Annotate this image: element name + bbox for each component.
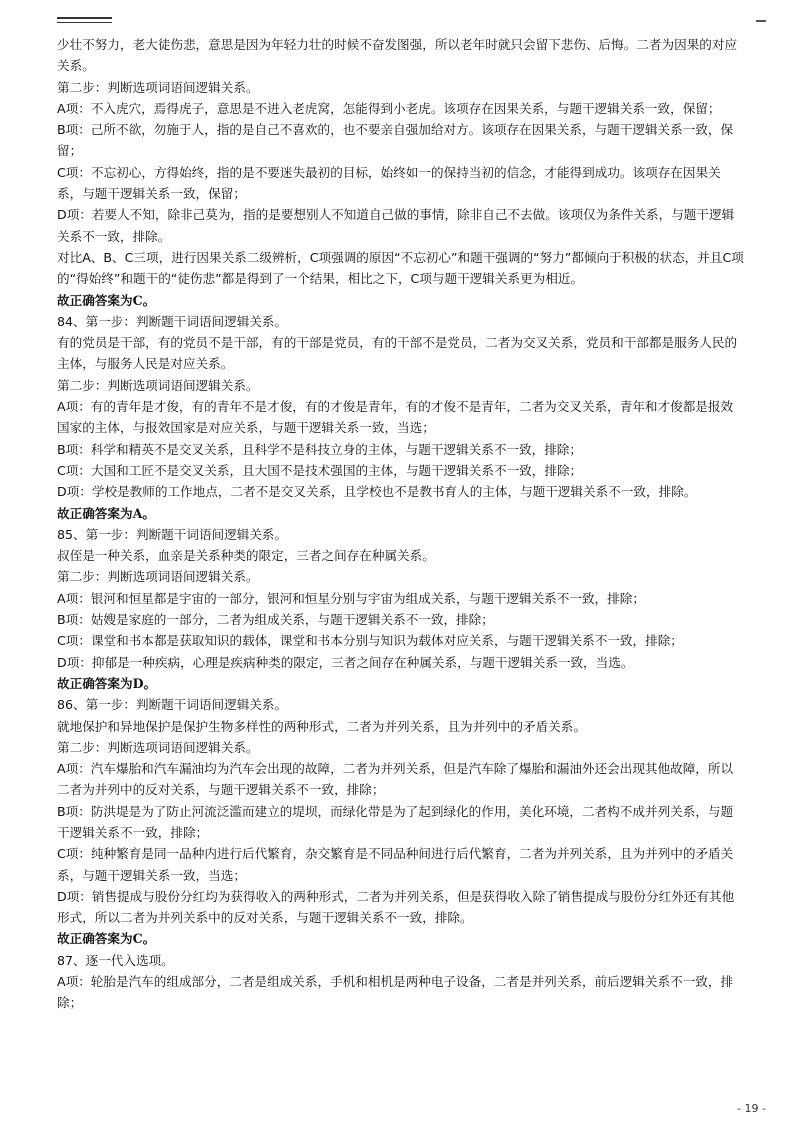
paragraph: A项：有的青年是才俊，有的青年不是才俊，有的才俊是青年，有的才俊不是青年，二者为交叉关系，青年和才俊都是报效国家的主体，与报效国家是对应关系，与题干逻辑关系一致，当选； — [57, 399, 734, 436]
paragraph: 第二步：判断选项词语间逻辑关系。 — [57, 569, 259, 585]
paragraph: A项：轮胎是汽车的组成部分，二者是组成关系，手机和相机是两种电子设备，二者是并列关系，前后逻辑关系不一致，排除； — [57, 974, 734, 1011]
answer-line: 故正确答案为C。 — [57, 931, 156, 947]
paragraph: D项：销售提成与股份分红均为获得收入的两种形式，二者为并列关系，但是获得收入除了销售提成与股份分红外还有其他形式，所以二者为并列关系中的反对关系，与题干逻辑关系不一致，排除。 — [57, 888, 735, 926]
paragraph: 87、逐一代入选项。 — [57, 952, 174, 968]
paragraph: B项：己所不欲，勿施于人，指的是自己不喜欢的，也不要亲自强加给对方。该项存在因果关系，与题干逻辑关系一致，保留； — [57, 122, 734, 159]
paragraph: C项：课堂和书本都是获取知识的载体，课堂和书本分别与知识为载体对应关系，与题干逻辑关系不一致，排除； — [57, 633, 683, 649]
paragraph: A项：汽车爆胎和汽车漏油均为汽车会出现的故障，二者为并列关系，但是汽车除了爆胎和漏油外还会出现其他故障，所以二者为并列中的反对关系，与题干逻辑关系不一致，排除； — [57, 761, 734, 798]
paragraph: 第二步：判断选项词语间逻辑关系。 — [57, 377, 259, 393]
page-content — [57, 34, 745, 1014]
paragraph: B项：科学和精英不是交叉关系，且科学不是科技立身的主体，与题干逻辑关系不一致，排除； — [57, 441, 582, 457]
answer-line: 故正确答案为A。 — [57, 505, 155, 521]
paragraph: D项：若要人不知，除非己莫为，指的是要想别人不知道自己做的事情，除非自己不去做。该项仅为条件关系，与题干逻辑关系不一致，排除。 — [57, 207, 735, 244]
paragraph: A项：不入虎穴，焉得虎子，意思是不进入老虎窝，怎能得到小老虎。该项存在因果关系，与题干逻辑关系一致，保留； — [57, 100, 721, 116]
paragraph: 84、第一步：判断题干词语间逻辑关系。 — [57, 313, 288, 329]
paragraph: 就地保护和异地保护是保护生物多样性的两种形式，二者为并列关系，且为并列中的矛盾关系。 — [57, 718, 586, 734]
paragraph: 86、第一步：判断题干词语间逻辑关系。 — [57, 697, 288, 713]
paragraph: D项：学校是教师的工作地点，二者不是交叉关系，且学校也不是教书育人的主体，与题干逻辑关系不一致，排除。 — [57, 484, 697, 500]
paragraph: C项：纯种繁育是同一品种内进行后代繁育，杂交繁育是不同品种间进行后代繁育，二者为并列关系，且为并列中的矛盾关系，与题干逻辑关系一致，当选； — [57, 846, 734, 883]
page-number: - 19 - — [737, 1102, 766, 1115]
header-rule — [57, 17, 112, 19]
paragraph: 第二步：判断选项词语间逻辑关系。 — [57, 79, 259, 95]
answer-line: 故正确答案为C。 — [57, 292, 156, 308]
paragraph: C项：不忘初心，方得始终，指的是不要迷失最初的目标，始终如一的保持当初的信念，才能得到成功。该项存在因果关系，与题干逻辑关系一致，保留； — [57, 164, 721, 202]
header-mark — [756, 20, 766, 22]
paragraph: 第二步：判断选项词语间逻辑关系。 — [57, 739, 259, 755]
paragraph: 有的党员是干部，有的党员不是干部，有的干部是党员，有的干部不是党员，二者为交叉关系，党员和干部都是服务人民的主体，与服务人民是对应关系。 — [57, 335, 738, 372]
paragraph: A项：银河和恒星都是宇宙的一部分，银河和恒星分别与宇宙为组成关系，与题干逻辑关系不一致，排除； — [57, 590, 645, 606]
paragraph: B项：姑嫂是家庭的一部分，二者为组成关系，与题干逻辑关系不一致，排除； — [57, 612, 494, 628]
paragraph: B项：防洪堤是为了防止河流泛滥而建立的堤坝，而绿化带是为了起到绿化的作用，美化环境，二者构不成并列关系，与题干逻辑关系不一致，排除； — [57, 803, 734, 840]
paragraph: 85、第一步：判断题干词语间逻辑关系。 — [57, 526, 288, 542]
paragraph: C项：大国和工匠不是交叉关系，且大国不是技术强国的主体，与题干逻辑关系不一致，排除； — [57, 462, 583, 478]
header-rule-thin — [57, 22, 112, 23]
paragraph: 少壮不努力，老大徒伤悲，意思是因为年轻力壮的时候不奋发图强，所以老年时就只会留下悲伤、后悔。二者为因果的对应关系。 — [57, 37, 738, 74]
answer-line: 故正确答案为D。 — [57, 675, 157, 691]
paragraph: D项：抑郁是一种疾病，心理是疾病种类的限定，三者之间存在种属关系，与题干逻辑关系一致，当选。 — [57, 654, 634, 670]
paragraph: 对比A、B、C三项，进行因果关系二级辨析，C项强调的原因“不忘初心”和题干强调的“努力”都倾向于积极的状态，并且C项的“得始终”和题干的“徒伤悲”都是得到了一个结果，相比之下，C项与题干逻辑关系更为相近。 — [57, 249, 744, 287]
paragraph: 叔侄是一种关系，血亲是关系种类的限定，三者之间存在种属关系。 — [57, 548, 435, 564]
